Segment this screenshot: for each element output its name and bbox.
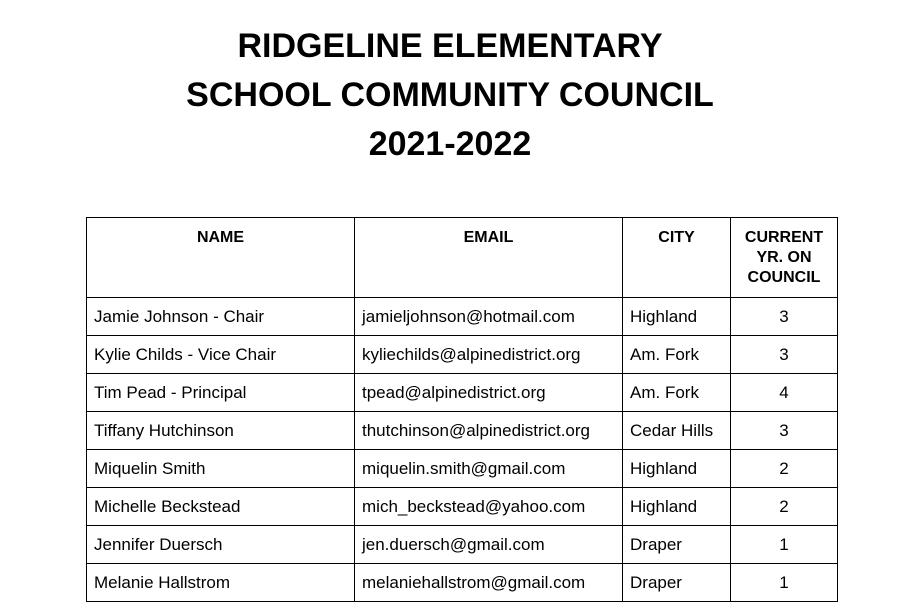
member-city: Am. Fork	[623, 336, 731, 374]
member-years: 2	[731, 450, 838, 488]
member-email: thutchinson@alpinedistrict.org	[355, 412, 623, 450]
member-name: Melanie Hallstrom	[87, 564, 355, 602]
member-email: kyliechilds@alpinedistrict.org	[355, 336, 623, 374]
table-row	[87, 450, 838, 488]
header-years-line1: CURRENT	[744, 229, 824, 246]
council-members-table	[86, 217, 838, 602]
table-row	[87, 564, 838, 602]
member-name: Jennifer Duersch	[87, 526, 355, 564]
member-city: Am. Fork	[623, 374, 731, 412]
member-email: tpead@alpinedistrict.org	[355, 374, 623, 412]
table-row	[87, 412, 838, 450]
member-email: mich_beckstead@yahoo.com	[355, 488, 623, 526]
table-row	[87, 526, 838, 564]
member-name: Miquelin Smith	[87, 450, 355, 488]
page-title	[0, 22, 900, 169]
member-name: Kylie Childs - Vice Chair	[87, 336, 355, 374]
member-city: Cedar Hills	[623, 412, 731, 450]
table-row	[87, 488, 838, 526]
member-name: Tiffany Hutchinson	[87, 412, 355, 450]
title-line-council: SCHOOL COMMUNITY COUNCIL	[186, 76, 714, 114]
member-city: Draper	[623, 526, 731, 564]
member-city: Highland	[623, 298, 731, 336]
member-email: miquelin.smith@gmail.com	[355, 450, 623, 488]
title-line-school: RIDGELINE ELEMENTARY	[237, 27, 663, 65]
member-years: 3	[731, 298, 838, 336]
member-city: Highland	[623, 450, 731, 488]
member-email: melaniehallstrom@gmail.com	[355, 564, 623, 602]
table-row	[87, 374, 838, 412]
member-years: 3	[731, 412, 838, 450]
header-email: EMAIL	[355, 218, 623, 298]
title-line-year: 2021-2022	[368, 125, 532, 163]
member-years: 2	[731, 488, 838, 526]
header-years-line3: COUNCIL	[747, 269, 821, 286]
header-name: NAME	[87, 218, 355, 298]
header-years-line2: YR. ON	[756, 249, 812, 266]
member-city: Highland	[623, 488, 731, 526]
table-row	[87, 336, 838, 374]
member-city: Draper	[623, 564, 731, 602]
member-email: jen.duersch@gmail.com	[355, 526, 623, 564]
member-name: Tim Pead - Principal	[87, 374, 355, 412]
table-row	[87, 298, 838, 336]
table-header-row	[87, 218, 838, 298]
member-name: Jamie Johnson - Chair	[87, 298, 355, 336]
member-years: 1	[731, 564, 838, 602]
member-email: jamieljohnson@hotmail.com	[355, 298, 623, 336]
header-years-on-council	[731, 218, 838, 298]
header-city: CITY	[623, 218, 731, 298]
member-name: Michelle Beckstead	[87, 488, 355, 526]
member-years: 3	[731, 336, 838, 374]
member-years: 4	[731, 374, 838, 412]
member-years: 1	[731, 526, 838, 564]
